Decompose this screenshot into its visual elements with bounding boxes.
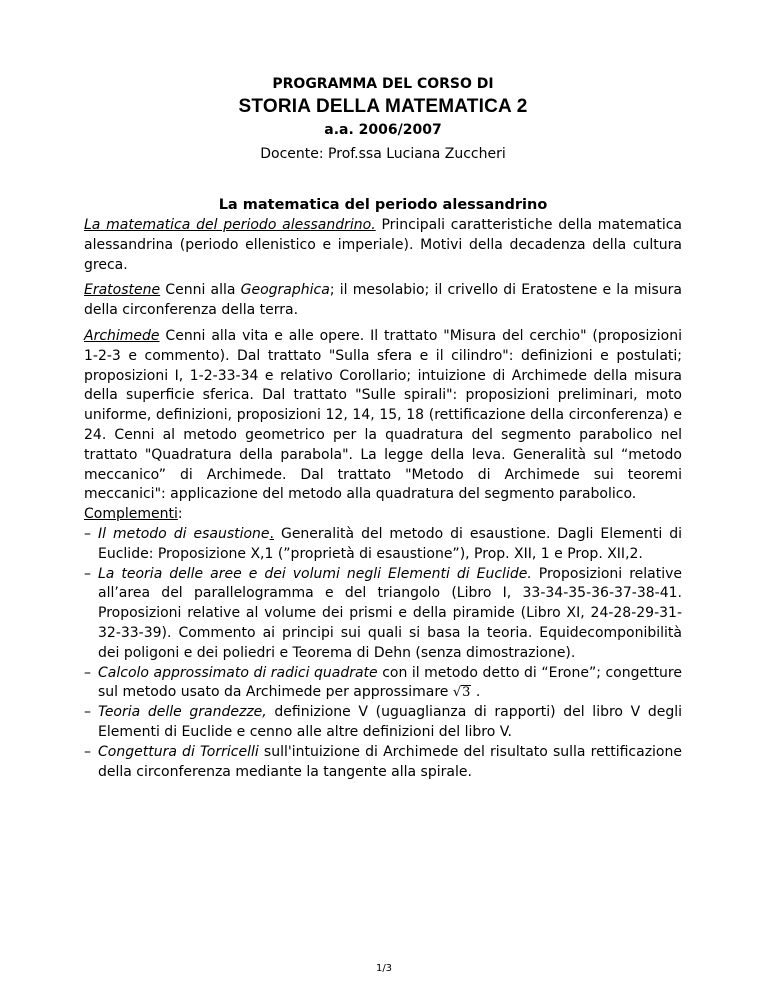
page-number: 1/3 — [375, 963, 393, 974]
paragraph-text: ; il mesolabio; il crivello di Eratostene e la misura della circonferenza della terra. — [84, 282, 682, 319]
paragraph-archimede — [84, 327, 682, 505]
item-text: Generalità del metodo di esaustione. Dagli Elementi di Euclide: Proposizione X,1 (”proprietà di esaustione”), Prop. XII, 1 e Prop. XII,2. — [98, 525, 682, 562]
program-label: PROGRAMMA DEL CORSO DI — [272, 76, 494, 92]
complements-heading — [84, 505, 682, 525]
academic-year: a.a. 2006/2007 — [324, 122, 442, 138]
list-item — [84, 703, 682, 743]
list-item — [84, 743, 682, 783]
paragraph-eratostene — [84, 281, 682, 321]
item-text: sull'intuizione di Archimede del risultato sulla rettificazione della circonferenza mediante la tangente alla spirale. — [98, 743, 682, 780]
paragraph-heading: Eratostene — [84, 282, 161, 299]
paragraph-heading: Archimede — [84, 327, 160, 344]
item-text: definizione V (uguaglianza di rapporti) del libro V degli Elementi di Euclide e cenno alle altre definizioni del libro V. — [98, 704, 682, 740]
paragraph-text: Principali caratteristiche della matematica alessandrina (periodo ellenistico e imperiale). Motivi della decadenza della cultura greca. — [84, 217, 683, 273]
teacher-line: Docente: Prof.ssa Luciana Zuccheri — [260, 146, 506, 162]
dash-bullet: – — [84, 704, 91, 721]
item-heading: Calcolo approssimato di radici quadrate — [98, 664, 378, 681]
dash-bullet: – — [84, 565, 91, 582]
item-heading: La teoria delle aree e dei volumi negli Elementi di Euclide. — [98, 565, 532, 582]
square-root-formula — [453, 683, 472, 703]
dash-bullet: – — [84, 525, 91, 542]
sqrt-symbol: √ — [452, 685, 462, 701]
item-text: con il metodo detto di “Erone”; congetture sul metodo usato da Archimede per approssimare — [98, 664, 682, 701]
dash-bullet: – — [84, 664, 91, 681]
document-page — [84, 74, 682, 782]
radicand: 3 — [462, 685, 471, 701]
item-heading-tail: . — [269, 525, 274, 542]
item-heading: Il metodo di esaustione — [98, 525, 270, 542]
list-item — [84, 525, 682, 565]
complements-colon: : — [177, 506, 183, 523]
geographica-title: Geographica — [240, 282, 330, 299]
paragraph-text: Cenni alla — [160, 282, 241, 299]
item-heading: Teoria delle grandezze, — [98, 704, 267, 721]
section-title: La matematica del periodo alessandrino — [218, 197, 548, 213]
dash-bullet: – — [84, 743, 91, 760]
course-title: STORIA DELLA MATEMATICA 2 — [238, 96, 528, 117]
list-item — [84, 565, 682, 664]
complements-list — [84, 525, 682, 782]
list-item — [84, 664, 682, 704]
item-text: Proposizioni relative all’area del parallelogramma e del triangolo (Libro I, 33-34-35-36-37-38-41. Proposizioni relative al volume dei prismi e della piramide (Libro XI, 24-28-29-31-32-33-39). Commento ai principi sui quali si basa la teoria. Equidecomponibilità dei poligoni e dei poliedri e Teorema di Dehn (senza dimostrazione). — [98, 565, 682, 661]
complements-label: Complementi — [84, 506, 178, 523]
item-text-tail: . — [471, 684, 481, 701]
paragraph-alessandrino — [84, 216, 682, 275]
paragraph-text: Cenni alla vita e alle opere. Il trattato "Misura del cerchio" (proposizioni 1-2-3 e commento). Dal trattato "Sulla sfera e il cilindro": definizioni e postulati; proposizioni I, 1-2-33-34 e relativo Corollario; intuizione di Archimede della misura della superficie sferica. Dal trattato "Sulle spirali": proposizioni preliminari, moto uniforme, definizioni, proposizioni 12, 14, 15, 18 (rettificazione della circonferenza) e 24. Cenni al metodo geometrico per la quadratura del segmento parabolico nel trattato "Quadratura della parabola". La legge della leva. Generalità sul “metodo meccanico” di Archimede. Dal trattato "Metodo di Archimede sui teoremi meccanici": applicazione del metodo alla quadratura del segmento parabolico. — [84, 327, 682, 503]
paragraph-heading: La matematica del periodo alessandrino. — [84, 217, 376, 233]
item-heading: Congettura di Torricelli — [98, 743, 259, 760]
